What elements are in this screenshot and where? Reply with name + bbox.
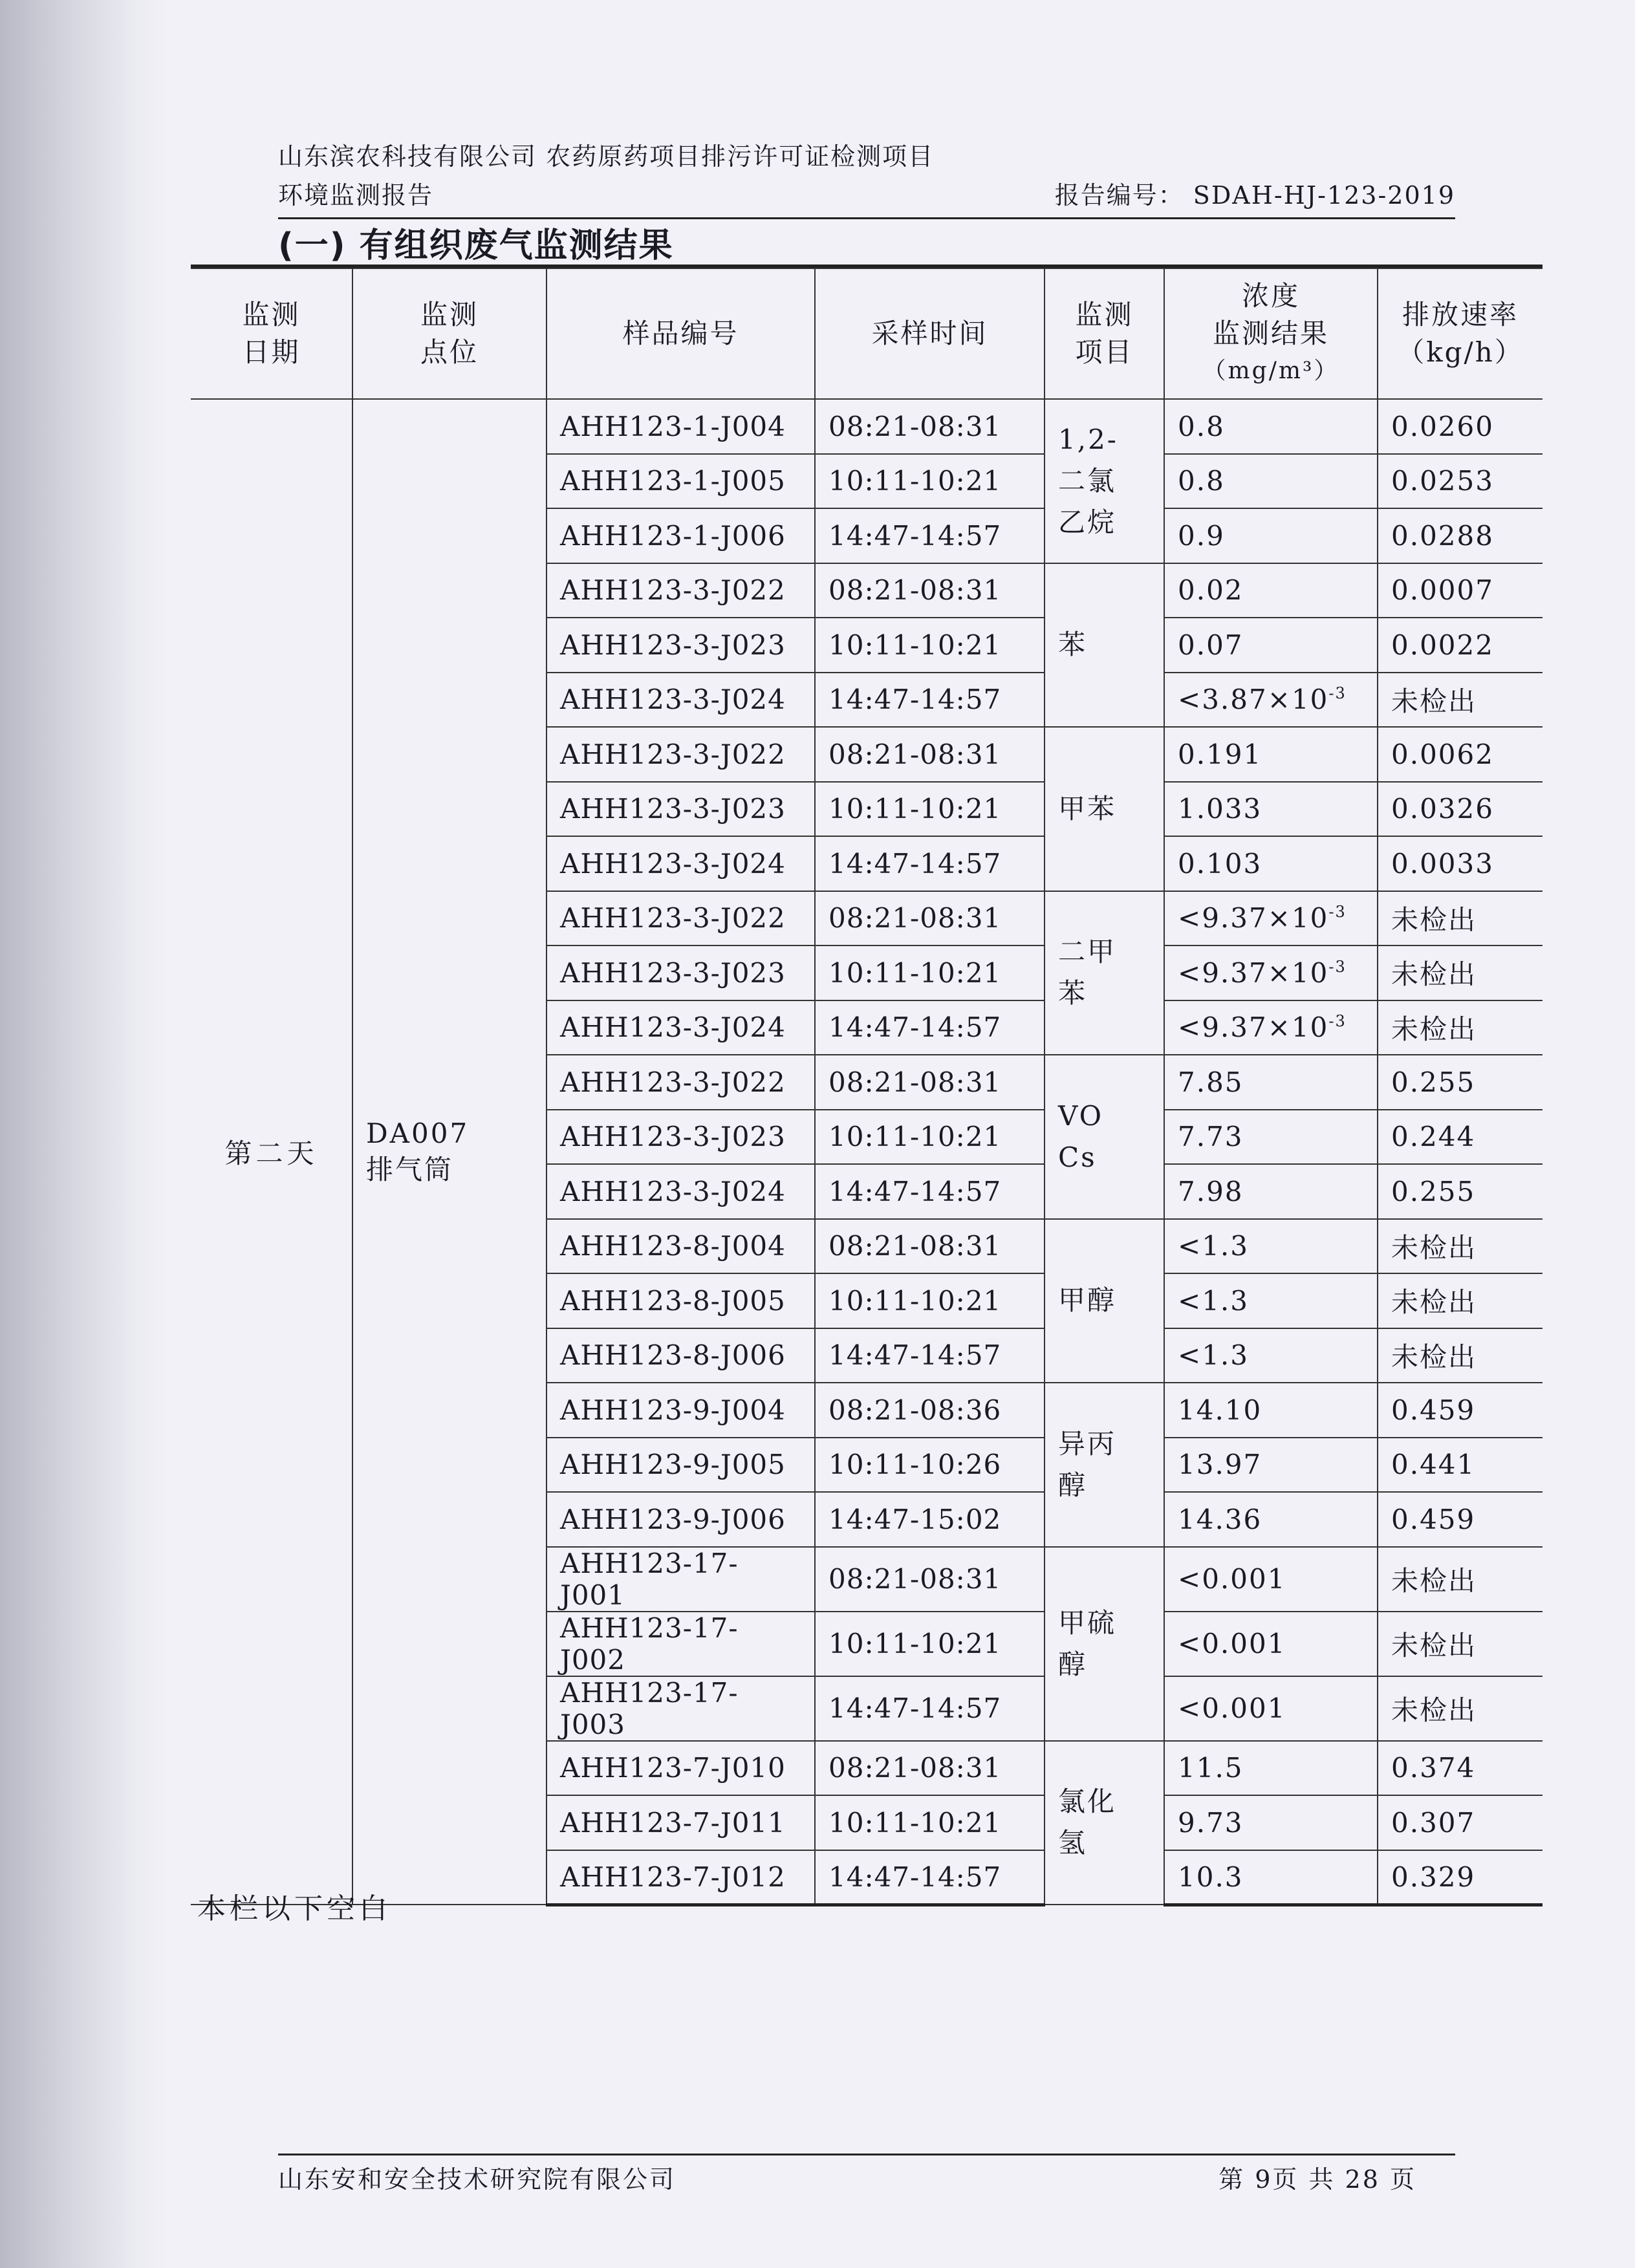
emission-rate-cell: 0.374 [1378,1741,1543,1796]
emission-rate-cell: 0.329 [1378,1850,1543,1905]
sampling-time-cell: 10:11-10:21 [815,618,1045,673]
item-cell [1045,1219,1164,1383]
concentration-cell [1164,1164,1378,1219]
sampling-time-cell: 10:11-10:21 [815,782,1045,837]
concentration-value: 1.033 [1178,793,1262,825]
item-text: 甲醇 [1058,1284,1117,1317]
concentration-cell [1164,618,1378,673]
concentration-value: 10.3 [1178,1861,1244,1893]
emission-rate-cell: 未检出 [1378,1547,1543,1612]
sampling-time-cell: 10:11-10:21 [815,1795,1045,1850]
sampling-time-cell: 10:11-10:21 [815,1273,1045,1328]
sample-id-cell: AHH123-3-J024 [547,1164,815,1219]
sampling-time-cell: 14:47-14:57 [815,1850,1045,1905]
sample-id-cell: AHH123-3-J024 [547,673,815,728]
col-header-rate: 排放速率 （kg/h） [1378,268,1543,399]
sample-id-cell: AHH123-3-J023 [547,782,815,837]
sample-id-cell: AHH123-9-J004 [547,1383,815,1438]
emission-rate-cell: 0.0022 [1378,618,1543,673]
header-subtitle: 环境监测报告 [278,181,434,210]
item-cell [1045,1055,1164,1219]
sampling-time-cell: 14:47-14:57 [815,673,1045,728]
concentration-cell [1164,945,1378,1000]
emission-rate-cell: 0.0260 [1378,399,1543,454]
item-cell [1045,1547,1164,1741]
concentration-cell [1164,1000,1378,1055]
sample-id-cell: AHH123-7-J011 [547,1795,815,1850]
concentration-value: 0.191 [1178,738,1262,770]
sampling-time-cell: 08:21-08:31 [815,399,1045,454]
col-header-sample: 样品编号 [547,268,815,399]
concentration-cell [1164,1273,1378,1328]
concentration-value: 0.8 [1178,410,1225,442]
blank-below-note: 本栏以下空白 [197,1892,391,1925]
emission-rate-cell: 未检出 [1378,1676,1543,1741]
page-footer [278,2160,1455,2199]
table-header-row [191,268,1543,399]
sample-id-cell: AHH123-3-J024 [547,1000,815,1055]
concentration-value: <0.001 [1178,1628,1286,1659]
footer-company: 山东安和安全技术研究院有限公司 [278,2165,677,2194]
emission-rate-cell: 0.255 [1378,1055,1543,1110]
footer-divider [278,2154,1455,2155]
concentration-value: 11.5 [1178,1752,1244,1784]
point-text: DA007 排气筒 [366,1118,470,1185]
concentration-cell [1164,1110,1378,1165]
sample-id-cell: AHH123-1-J004 [547,399,815,454]
concentration-value: <1.3 [1178,1284,1249,1317]
sample-id-cell: AHH123-3-J023 [547,1110,815,1165]
sample-id-cell: AHH123-1-J005 [547,454,815,509]
sample-id-cell: AHH123-8-J004 [547,1219,815,1274]
emission-rate-cell: 未检出 [1378,1273,1543,1328]
col-header-point: 监测点位 [352,268,547,399]
concentration-value: 13.97 [1178,1449,1262,1481]
concentration-cell [1164,1383,1378,1438]
sampling-time-cell: 14:47-15:02 [815,1492,1045,1547]
concentration-value: <3.87×10 [1178,684,1329,716]
concentration-cell [1164,782,1378,837]
concentration-value: <1.3 [1178,1339,1249,1372]
concentration-cell [1164,1219,1378,1274]
page-number: 第 9页 共 28 页 [1218,2165,1416,2194]
sampling-time-cell: 10:11-10:21 [815,1612,1045,1676]
sampling-time-cell: 14:47-14:57 [815,1676,1045,1741]
item-text: 1,2-二氯乙烷 [1058,423,1118,538]
concentration-value: 14.10 [1178,1394,1262,1426]
concentration-cell [1164,836,1378,891]
concentration-cell [1164,1741,1378,1796]
concentration-value: 7.98 [1178,1175,1244,1207]
concentration-value: 0.8 [1178,465,1225,497]
concentration-value: 0.103 [1178,847,1262,880]
sample-id-cell: AHH123-7-J010 [547,1741,815,1796]
concentration-value: <0.001 [1178,1692,1286,1724]
sampling-time-cell: 10:11-10:26 [815,1438,1045,1493]
concentration-cell [1164,563,1378,618]
concentration-value: <9.37×10 [1178,902,1329,934]
exponent: -3 [1328,684,1347,703]
emission-rate-cell: 未检出 [1378,673,1543,728]
sample-id-cell: AHH123-8-J005 [547,1273,815,1328]
results-table [191,268,1543,1906]
sample-id-cell: AHH123-7-J012 [547,1850,815,1905]
item-text: 苯 [1058,629,1088,661]
concentration-value: 7.85 [1178,1066,1244,1098]
header-title: 山东滨农科技有限公司 农药原药项目排污许可证检测项目 [278,142,935,171]
item-cell [1045,891,1164,1055]
item-cell [1045,1383,1164,1547]
emission-rate-cell: 未检出 [1378,1000,1543,1055]
date-cell: 第二天 [191,399,352,1905]
col-header-time: 采样时间 [815,268,1045,399]
emission-rate-cell: 0.0062 [1378,727,1543,782]
emission-rate-cell: 0.0007 [1378,563,1543,618]
sample-id-cell: AHH123-3-J022 [547,563,815,618]
emission-rate-cell: 未检出 [1378,1219,1543,1274]
concentration-cell [1164,1055,1378,1110]
emission-rate-cell: 0.0033 [1378,836,1543,891]
concentration-cell [1164,1492,1378,1547]
concentration-cell [1164,1795,1378,1850]
concentration-cell [1164,1612,1378,1676]
concentration-cell [1164,673,1378,728]
concentration-value: 14.36 [1178,1503,1262,1535]
concentration-cell [1164,508,1378,563]
sample-id-cell: AHH123-9-J006 [547,1492,815,1547]
emission-rate-cell: 未检出 [1378,945,1543,1000]
header-divider [278,217,1455,219]
item-text: 甲苯 [1058,792,1117,825]
emission-rate-cell: 未检出 [1378,1328,1543,1383]
emission-rate-cell: 0.0253 [1378,454,1543,509]
sample-id-cell: AHH123-9-J005 [547,1438,815,1493]
report-number: 报告编号： SDAH-HJ-123-2019 [1054,181,1455,210]
sampling-time-cell: 08:21-08:31 [815,1055,1045,1110]
exponent: -3 [1328,903,1347,922]
emission-rate-cell: 0.0288 [1378,508,1543,563]
concentration-value: 9.73 [1178,1806,1244,1839]
sampling-time-cell: 10:11-10:21 [815,454,1045,509]
sampling-time-cell: 14:47-14:57 [815,1328,1045,1383]
concentration-value: 7.73 [1178,1121,1244,1153]
item-cell [1045,399,1164,563]
report-header [278,137,1455,215]
col-header-conc: 浓度 监测结果 （mg/m³） [1164,268,1378,399]
emission-rate-cell: 0.0326 [1378,782,1543,837]
sample-id-cell: AHH123-17-J003 [547,1676,815,1741]
concentration-value: <1.3 [1178,1230,1249,1262]
concentration-cell [1164,1676,1378,1741]
concentration-value: 0.07 [1178,629,1244,661]
sampling-time-cell: 14:47-14:57 [815,1164,1045,1219]
table-body [191,399,1543,1905]
concentration-cell [1164,891,1378,946]
sampling-time-cell: 08:21-08:31 [815,727,1045,782]
emission-rate-cell: 0.441 [1378,1438,1543,1493]
sample-id-cell: AHH123-1-J006 [547,508,815,563]
item-cell [1045,1741,1164,1905]
emission-rate-cell: 0.307 [1378,1795,1543,1850]
sampling-time-cell: 08:21-08:36 [815,1383,1045,1438]
item-text: VOCs [1058,1099,1104,1173]
emission-rate-cell: 0.459 [1378,1492,1543,1547]
col-header-item: 监测项目 [1045,268,1164,399]
sample-id-cell: AHH123-3-J023 [547,945,815,1000]
concentration-value: 0.9 [1178,519,1225,552]
sampling-time-cell: 14:47-14:57 [815,508,1045,563]
sample-id-cell: AHH123-3-J022 [547,1055,815,1110]
sampling-time-cell: 14:47-14:57 [815,1000,1045,1055]
emission-rate-cell: 未检出 [1378,1612,1543,1676]
sample-id-cell: AHH123-8-J006 [547,1328,815,1383]
concentration-cell [1164,1850,1378,1905]
page-edge-shadow [0,0,168,2268]
concentration-value: <0.001 [1178,1563,1286,1595]
sample-id-cell: AHH123-3-J024 [547,836,815,891]
concentration-cell [1164,399,1378,454]
sample-id-cell: AHH123-17-J001 [547,1547,815,1612]
concentration-value: 0.02 [1178,574,1244,607]
item-text: 甲硫醇 [1058,1606,1117,1680]
sample-id-cell: AHH123-3-J022 [547,727,815,782]
item-text: 氯化氢 [1058,1786,1117,1859]
sample-id-cell: AHH123-3-J022 [547,891,815,946]
concentration-value: <9.37×10 [1178,1011,1329,1044]
sampling-time-cell: 08:21-08:31 [815,563,1045,618]
sampling-time-cell: 10:11-10:21 [815,945,1045,1000]
emission-rate-cell: 0.255 [1378,1164,1543,1219]
point-cell [352,399,547,1905]
item-text: 二甲苯 [1058,936,1117,1010]
sampling-time-cell: 08:21-08:31 [815,891,1045,946]
sampling-time-cell: 08:21-08:31 [815,1219,1045,1274]
concentration-value: <9.37×10 [1178,956,1329,989]
item-text: 异丙醇 [1058,1427,1117,1501]
sampling-time-cell: 10:11-10:21 [815,1110,1045,1165]
sampling-time-cell: 08:21-08:31 [815,1547,1045,1612]
concentration-cell [1164,1547,1378,1612]
emission-rate-cell: 未检出 [1378,891,1543,946]
exponent: -3 [1328,1012,1347,1031]
col-header-date: 监测日期 [191,268,352,399]
item-cell [1045,563,1164,728]
concentration-cell [1164,454,1378,509]
sample-id-cell: AHH123-17-J002 [547,1612,815,1676]
sampling-time-cell: 08:21-08:31 [815,1741,1045,1796]
section-title: (一) 有组织废气监测结果 [278,226,674,265]
concentration-cell [1164,1438,1378,1493]
concentration-cell [1164,1328,1378,1383]
item-cell [1045,727,1164,891]
emission-rate-cell: 0.244 [1378,1110,1543,1165]
sample-id-cell: AHH123-3-J023 [547,618,815,673]
exponent: -3 [1328,957,1347,976]
table-row [191,399,1543,454]
emission-rate-cell: 0.459 [1378,1383,1543,1438]
sampling-time-cell: 14:47-14:57 [815,836,1045,891]
concentration-cell [1164,727,1378,782]
